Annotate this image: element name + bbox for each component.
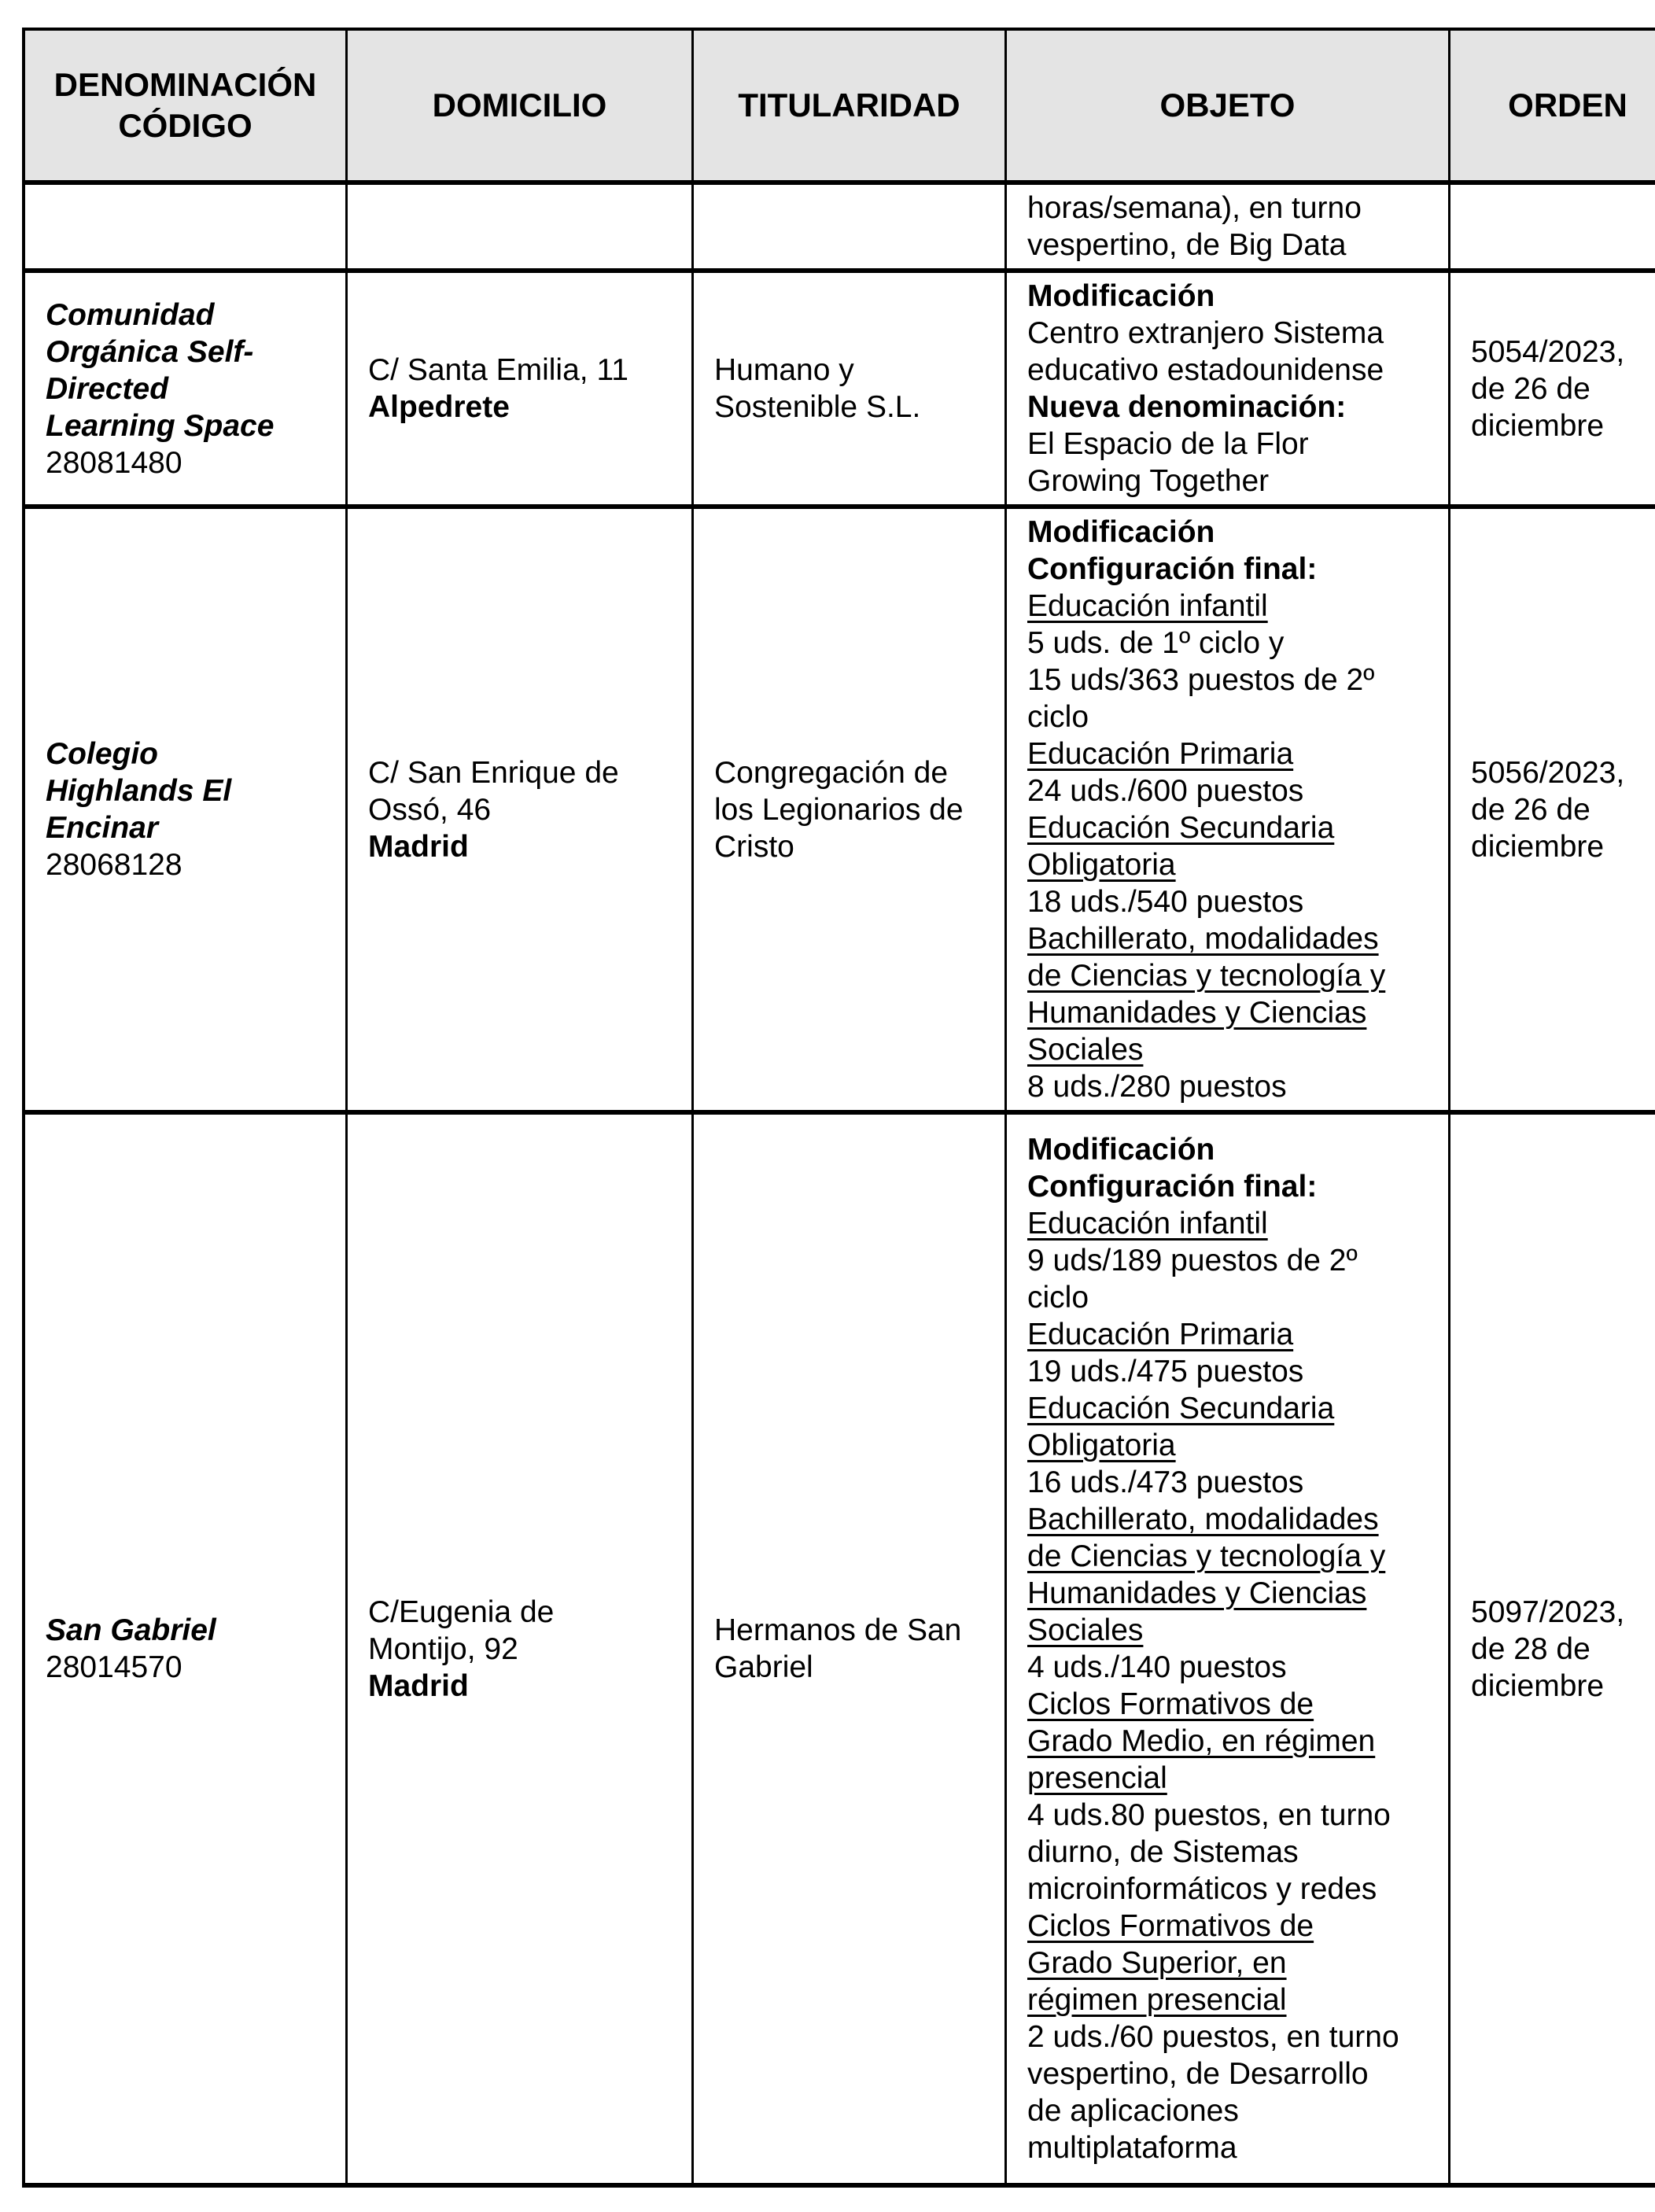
text-line: Sostenible S.L. [714,390,921,424]
text-line: los Legionarios de [714,792,964,827]
cell-domicilio [347,507,693,1112]
cell-orden [1450,271,1655,507]
text-line: 16 uds./473 puestos [1027,1465,1304,1499]
text-line: Modificación [1027,279,1215,313]
text-line: Growing Together [1027,464,1270,498]
text-line: Centro extranjero Sistema [1027,316,1384,350]
text-line: Directed [46,371,169,406]
text-line: Madrid [368,829,469,864]
text-line: Humano y [714,353,854,387]
text-line: diciembre [1471,1668,1605,1703]
cell-objeto [1006,271,1450,507]
text-line: Configuración final: [1027,1170,1318,1204]
text-line: Nueva denominación: [1027,390,1347,424]
text-line: de aplicaciones [1027,2094,1239,2128]
text-line: Educación infantil [1027,589,1268,623]
text-line: 5097/2023, [1471,1594,1625,1629]
text-line: 5056/2023, [1471,755,1625,790]
text-line: C/Eugenia de [368,1594,555,1629]
table-row [24,182,1655,271]
table-body [24,182,1655,2185]
text-line: diurno, de Sistemas [1027,1835,1299,1869]
cell-titularidad [693,1112,1006,2185]
text-line: 19 uds./475 puestos [1027,1355,1304,1388]
cell-denominacion [24,271,347,507]
header-cell-objeto: OBJETO [1006,29,1450,182]
cell-titularidad [693,507,1006,1112]
header-cell-titularidad: TITULARIDAD [693,29,1006,182]
text-line: San Gabriel [46,1613,216,1647]
text-line: Gabriel [714,1650,813,1684]
cell-objeto [1006,507,1450,1112]
text-line: 8 uds./280 puestos [1027,1070,1287,1104]
header-row [24,29,1655,182]
cell-orden [1450,182,1655,271]
text-line: de 26 de [1471,792,1590,827]
text-line: C/ Santa Emilia, 11 [368,353,628,387]
text-line: multiplataforma [1027,2131,1237,2165]
header-cell-denominacion-codigo: DENOMINACIÓN CÓDIGO [24,29,347,182]
text-line: Bachillerato, modalidades [1027,922,1379,956]
text-line: vespertino, de Desarrollo [1027,2057,1369,2091]
text-line: 28081480 [46,445,182,480]
text-line: El Espacio de la Flor [1027,427,1309,461]
cell-denominacion [24,1112,347,2185]
text-line: Sociales [1027,1613,1144,1647]
text-line: Ciclos Formativos de [1027,1909,1314,1943]
text-line: Ossó, 46 [368,792,492,827]
text-line: 4 uds./140 puestos [1027,1650,1287,1684]
text-line: microinformáticos y redes [1027,1872,1377,1906]
text-line: C/ San Enrique de [368,755,619,790]
text-line: ciclo [1027,700,1089,734]
text-line: Humanidades y Ciencias [1027,996,1367,1030]
cell-denominacion [24,507,347,1112]
text-line: Obligatoria [1027,1429,1176,1462]
text-line: de 28 de [1471,1631,1590,1666]
text-line: 5 uds. de 1º ciclo y [1027,626,1285,660]
text-line: 5054/2023, [1471,334,1625,369]
table-row [24,271,1655,507]
table-row [24,1112,1655,2185]
header-cell-orden: ORDEN [1450,29,1655,182]
text-line: Modificación [1027,1133,1215,1167]
cell-objeto [1006,1112,1450,2185]
text-line: de Ciencias y tecnología y [1027,959,1386,993]
text-line: Educación Primaria [1027,737,1294,771]
cell-denominacion [24,182,347,271]
text-line: Encinar [46,811,159,845]
text-line: 4 uds.80 puestos, en turno [1027,1798,1391,1832]
text-line: Bachillerato, modalidades [1027,1502,1379,1536]
text-line: 28068128 [46,848,182,882]
text-line: educativo estadounidense [1027,353,1384,387]
text-line: Configuración final: [1027,552,1318,586]
text-line: Grado Superior, en [1027,1946,1287,1980]
text-line: Colegio [46,737,158,771]
table-header [24,29,1655,182]
text-line: Sociales [1027,1033,1144,1067]
cell-orden [1450,1112,1655,2185]
text-line: Educación infantil [1027,1207,1268,1241]
text-line: Educación Secundaria [1027,1392,1335,1425]
cell-objeto [1006,182,1450,271]
text-line: Montijo, 92 [368,1631,518,1666]
text-line: régimen presencial [1027,1983,1287,2017]
text-line: Grado Medio, en régimen [1027,1724,1376,1758]
cell-domicilio [347,271,693,507]
cell-domicilio [347,182,693,271]
text-line: 18 uds./540 puestos [1027,885,1304,919]
text-line: vespertino, de Big Data [1027,228,1347,262]
text-line: Educación Secundaria [1027,811,1335,845]
text-line: ciclo [1027,1281,1089,1314]
cell-domicilio [347,1112,693,2185]
cell-titularidad [693,182,1006,271]
text-line: Comunidad [46,297,215,332]
text-line: Educación Primaria [1027,1318,1294,1351]
cell-titularidad [693,271,1006,507]
text-line: Hermanos de San [714,1613,962,1647]
text-line: 28014570 [46,1650,182,1684]
text-line: diciembre [1471,829,1605,864]
text-line: de 26 de [1471,371,1590,406]
text-line: Highlands El [46,774,232,808]
text-line: presencial [1027,1761,1167,1795]
text-line: Cristo [714,829,794,864]
text-line: Orgánica Self- [46,334,254,369]
school-modifications-table [22,28,1655,2188]
text-line: de Ciencias y tecnología y [1027,1539,1386,1573]
text-line: Modificación [1027,515,1215,549]
text-line: Madrid [368,1668,469,1703]
text-line: Learning Space [46,408,275,443]
text-line: 9 uds/189 puestos de 2º [1027,1244,1358,1277]
text-line: Congregación de [714,755,949,790]
text-line: 24 uds./600 puestos [1027,774,1304,808]
table-row [24,507,1655,1112]
text-line: diciembre [1471,408,1605,443]
text-line: horas/semana), en turno [1027,191,1362,225]
text-line: Humanidades y Ciencias [1027,1576,1367,1610]
cell-orden [1450,507,1655,1112]
text-line: Ciclos Formativos de [1027,1687,1314,1721]
header-cell-domicilio: DOMICILIO [347,29,693,182]
text-line: 2 uds./60 puestos, en turno [1027,2020,1399,2054]
text-line: Alpedrete [368,390,510,424]
text-line: 15 uds/363 puestos de 2º [1027,663,1375,697]
text-line: Obligatoria [1027,848,1176,882]
